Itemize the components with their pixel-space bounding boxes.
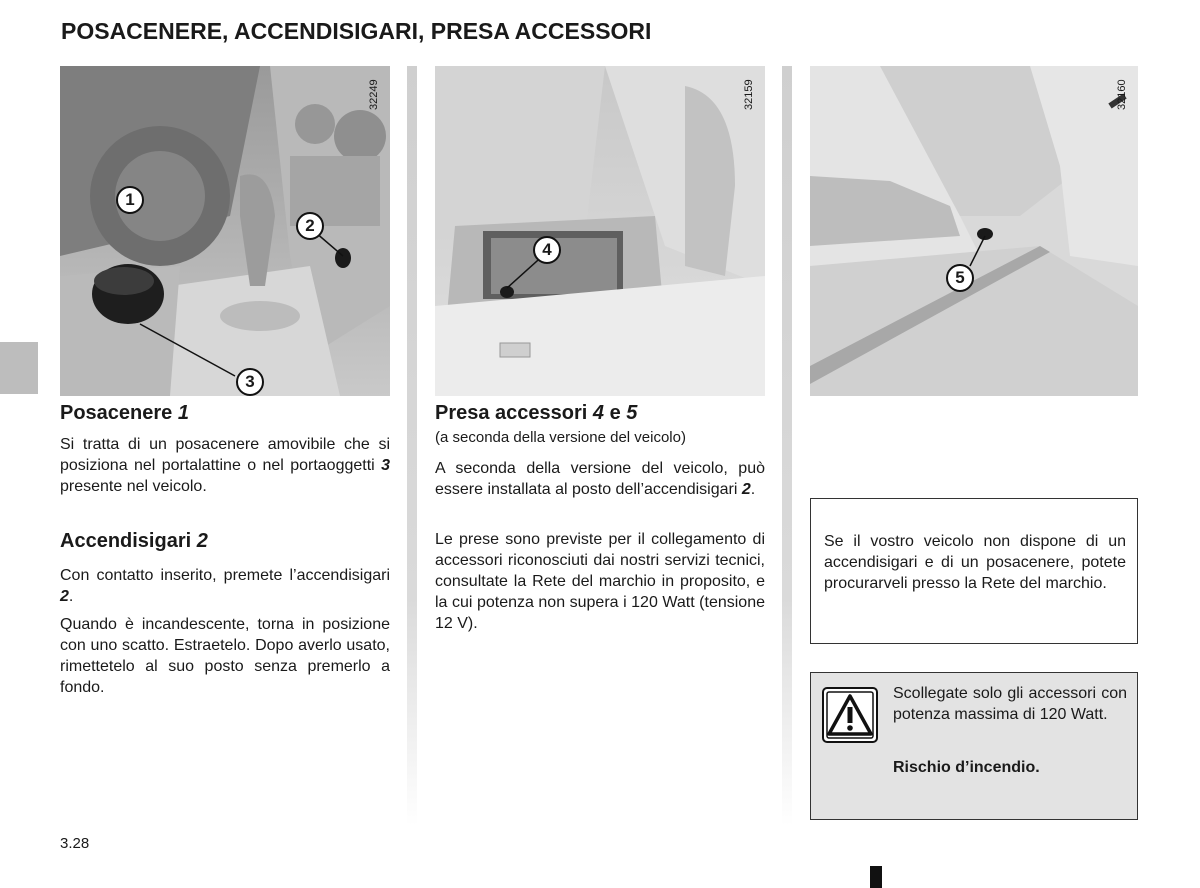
warning-emphasis: Rischio d’incendio. (893, 759, 1040, 776)
warning-triangle-icon (822, 687, 878, 743)
socket-text-a: A seconda della versione del veicolo, può essere installata al posto dell’accendisigari (435, 460, 765, 498)
socket-ref: 2 (741, 481, 751, 498)
socket-text-b: . (750, 481, 756, 498)
ashtray-heading (60, 402, 189, 425)
lighter-text-a: Con contatto inserito, premete l’accendisigari (60, 567, 390, 584)
socket-subtitle: (a seconda della versione del veicolo) (435, 429, 686, 446)
lighter-heading-text: Accendisigari (60, 530, 197, 552)
callout-3: 3 (236, 368, 264, 396)
socket-heading-ref-1: 4 (592, 402, 605, 424)
info-note-box (810, 498, 1138, 644)
ashtray-heading-ref: 1 (177, 402, 189, 424)
figure-number: 32160 (1116, 79, 1128, 110)
page-number: 3.28 (60, 835, 90, 852)
callout-4: 4 (533, 236, 561, 264)
ashtray-text-a: Si tratta di un posacenere amovibile che si posiziona nel portalattine o nel portaoggetti (60, 436, 390, 474)
photo-boot-area (810, 66, 1138, 396)
photo-armrest-compartment (435, 66, 765, 396)
warning-text: Scollegate solo gli accessori con potenza massima di 120 Watt. (893, 685, 1127, 723)
column-separator-left (407, 66, 417, 826)
ashtray-text-b: presente nel veicolo. (60, 478, 207, 495)
lighter-ref: 2 (60, 588, 69, 605)
socket-heading-ref-2: 5 (626, 402, 638, 424)
ashtray-ref: 3 (381, 457, 390, 474)
chapter-tab (0, 342, 38, 394)
ashtray-heading-text: Posacenere (60, 402, 178, 424)
socket-heading (435, 402, 637, 425)
info-note-text: Se il vostro veicolo non dispone di un accendisigari e di un posacenere, potete procurarveli presso la Rete del marchio. (824, 533, 1126, 592)
page-title: POSACENERE, ACCENDISIGARI, PRESA ACCESSORI (61, 18, 652, 44)
warning-box (810, 672, 1138, 820)
socket-heading-text: Presa accessori (435, 402, 593, 424)
lighter-paragraph-2: Quando è incandescente, torna in posizione con uno scatto. Estraetelo. Dopo averlo usato, rimettetelo al suo posto senza premerlo a fondo. (60, 616, 390, 696)
ashtray-paragraph (60, 434, 390, 497)
socket-paragraph-1 (435, 458, 765, 500)
lighter-paragraph-1 (60, 565, 390, 607)
lighter-heading (60, 530, 208, 553)
callout-2: 2 (296, 212, 324, 240)
column-separator-right (782, 66, 792, 826)
socket-heading-and: e (604, 402, 627, 424)
photo-center-console (60, 66, 390, 396)
figure-number: 32249 (368, 79, 380, 110)
callout-5: 5 (946, 264, 974, 292)
lighter-heading-ref: 2 (196, 530, 208, 552)
figure-number: 32159 (743, 79, 755, 110)
edge-marker (870, 866, 882, 888)
lighter-text-b: . (68, 588, 74, 605)
socket-paragraph-2: Le prese sono previste per il collegamento di accessori riconosciuti dai nostri servizi tecnici, consultate la Rete del marchio in proposito, e la cui potenza non supera i 120 Watt (tensione 12 V). (435, 531, 765, 632)
callout-1: 1 (116, 186, 144, 214)
